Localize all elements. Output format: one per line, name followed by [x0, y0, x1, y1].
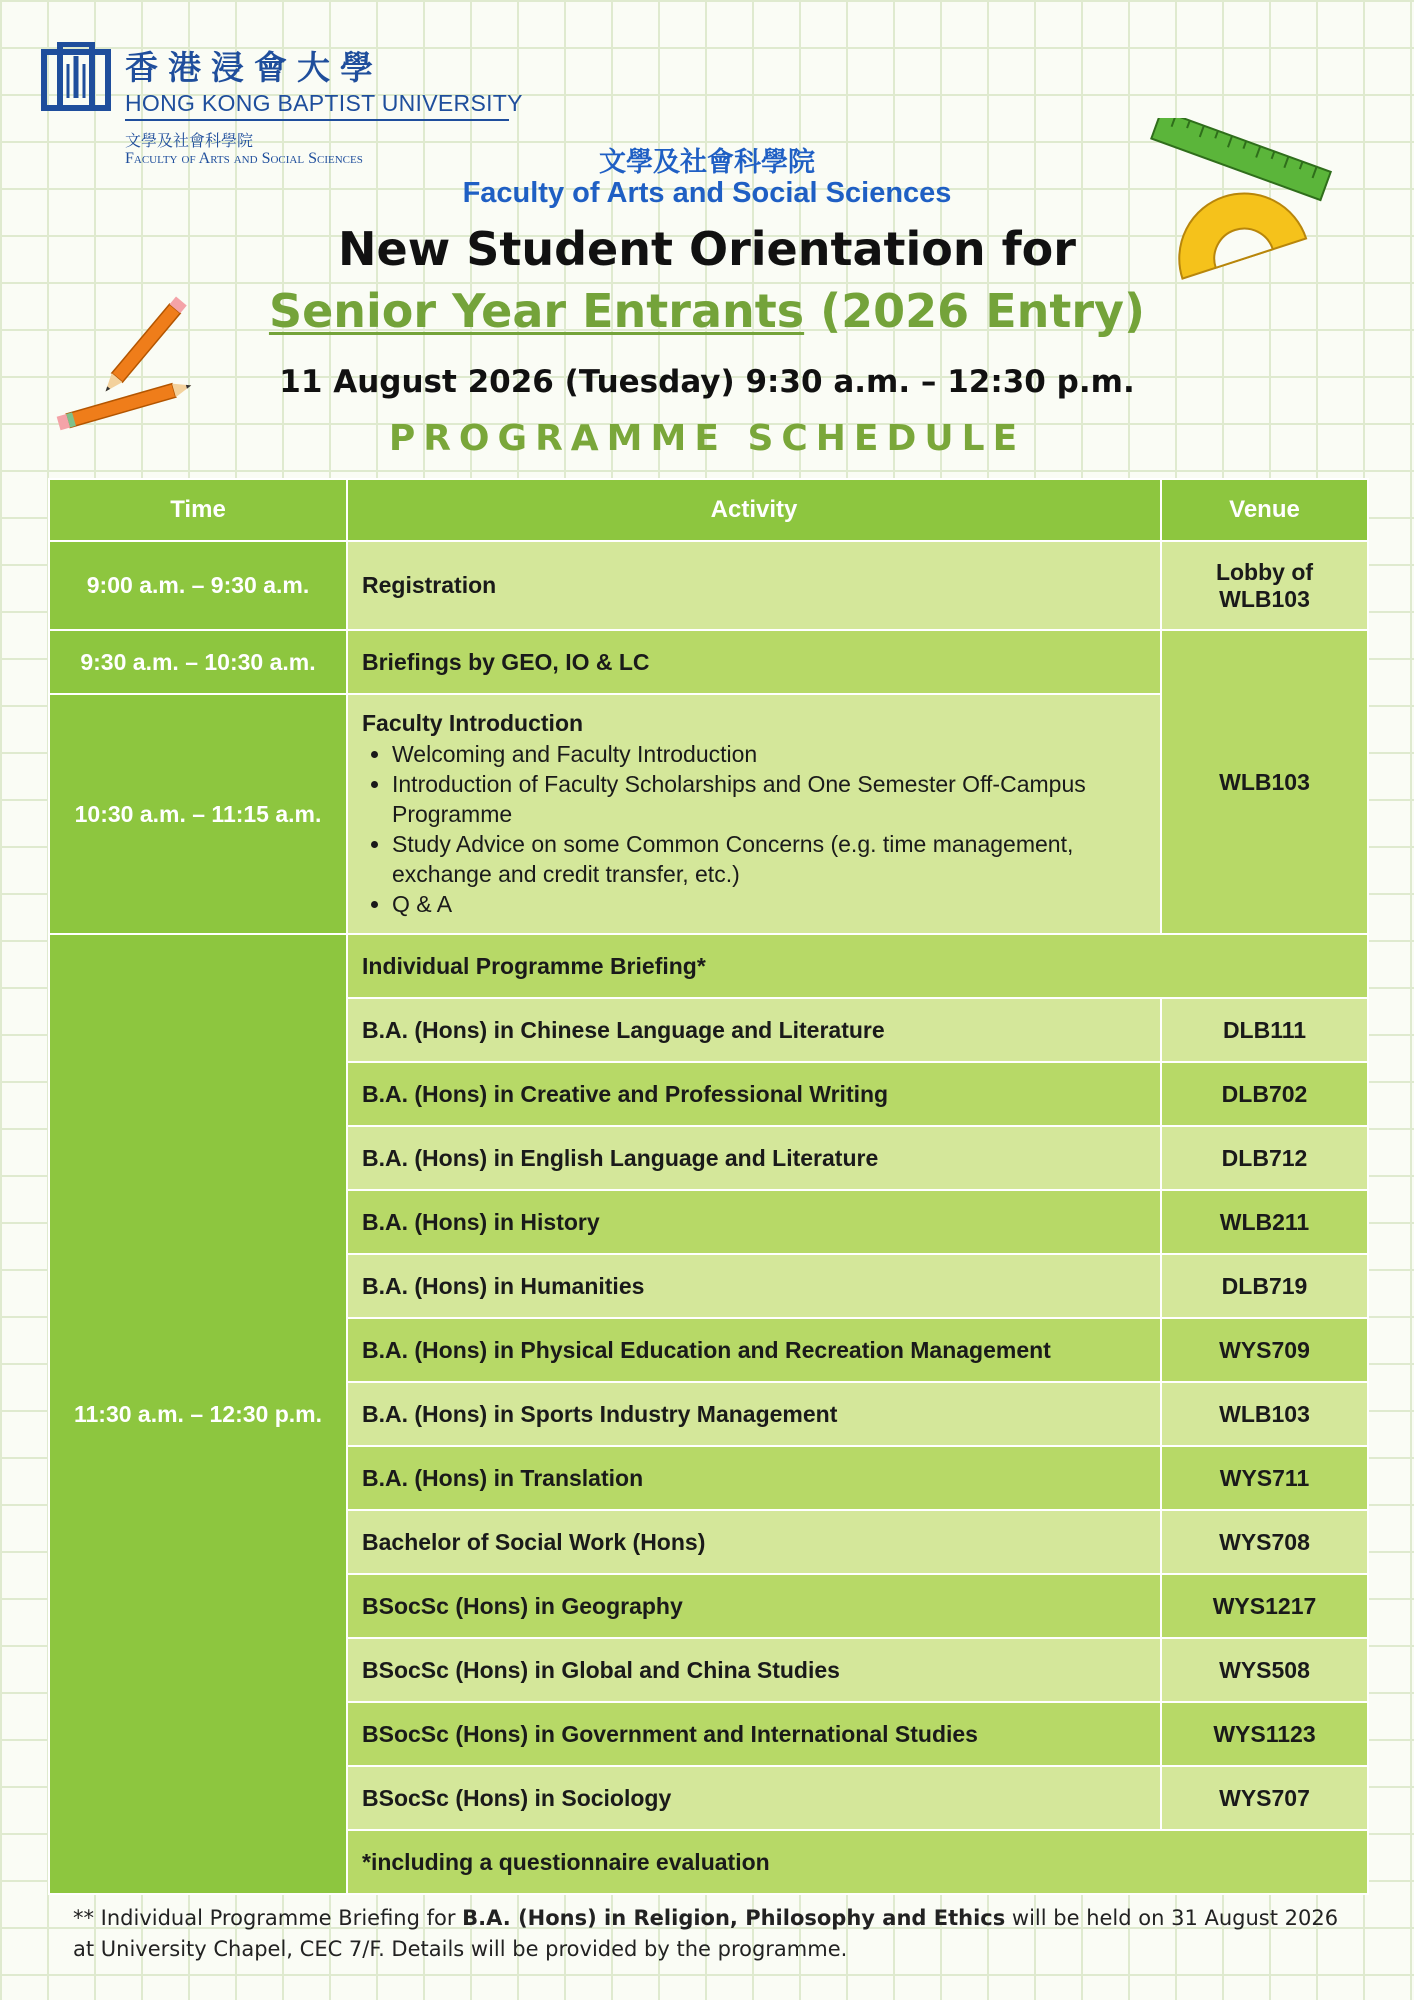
footnote-prefix: ** Individual Programme Briefing for — [73, 1906, 463, 1930]
programme-cell: B.A. (Hons) in Translation — [347, 1446, 1161, 1510]
event-date: 11 August 2026 (Tuesday) 9:30 a.m. – 12:30 p.m. — [279, 364, 1135, 400]
venue-cell: DLB111 — [1161, 998, 1368, 1062]
programme-cell: BSocSc (Hons) in Geography — [347, 1574, 1161, 1638]
programme-cell: B.A. (Hons) in Humanities — [347, 1254, 1161, 1318]
time-cell: 9:30 a.m. – 10:30 a.m. — [49, 630, 347, 694]
subtitle-underlined: Senior Year Entrants — [268, 284, 805, 338]
venue-cell: DLB712 — [1161, 1126, 1368, 1190]
subtitle-rest: (2026 Entry) — [804, 284, 1146, 338]
venue-cell: WYS508 — [1161, 1638, 1368, 1702]
programme-cell: B.A. (Hons) in English Language and Literature — [347, 1126, 1161, 1190]
faculty-intro-list — [362, 739, 1146, 919]
time-cell: 10:30 a.m. – 11:15 a.m. — [49, 694, 347, 934]
activity-cell: Registration — [347, 541, 1161, 630]
activity-cell — [347, 694, 1161, 934]
schedule-heading: PROGRAMME SCHEDULE — [388, 418, 1026, 459]
list-item: • Introduction of Faculty Scholarships and One Semester Off-Campus Programme — [392, 769, 1146, 829]
venue-cell: DLB719 — [1161, 1254, 1368, 1318]
footnote-suffix: will be held on 31 August 2026 at University Chapel, CEC 7/F. Details will be provided by the programme. — [73, 1906, 1339, 1961]
faculty-intro-title: Faculty Introduction — [362, 709, 584, 736]
faculty-name-en-small: Faculty of Arts and Social Sciences — [125, 150, 363, 167]
venue-cell: WYS1123 — [1161, 1702, 1368, 1766]
programme-cell: BSocSc (Hons) in Sociology — [347, 1766, 1161, 1830]
hkbu-logo-icon — [40, 42, 112, 114]
programme-cell: B.A. (Hons) in Sports Industry Management — [347, 1382, 1161, 1446]
schedule-table — [48, 478, 1369, 1895]
faculty-name-zh-small: 文學及社會科學院 — [125, 131, 254, 150]
header-activity: Activity — [347, 479, 1161, 541]
programme-cell: B.A. (Hons) in Chinese Language and Literature — [347, 998, 1161, 1062]
venue-cell: WYS707 — [1161, 1766, 1368, 1830]
venue-cell: WLB103 — [1161, 630, 1368, 934]
programme-cell: B.A. (Hons) in Physical Education and Recreation Management — [347, 1318, 1161, 1382]
table-row — [49, 934, 1368, 998]
university-name-en: HONG KONG BAPTIST UNIVERSITY — [125, 90, 509, 121]
list-item: • Q & A — [392, 889, 1146, 919]
venue-cell: Lobby of WLB103 — [1161, 541, 1368, 630]
venue-cell: WYS711 — [1161, 1446, 1368, 1510]
venue-cell: WLB103 — [1161, 1382, 1368, 1446]
table-row — [49, 541, 1368, 630]
briefing-footer: *including a questionnaire evaluation — [347, 1830, 1368, 1894]
page-subtitle — [0, 284, 1414, 338]
venue-cell: WLB211 — [1161, 1190, 1368, 1254]
programme-cell: BSocSc (Hons) in Government and International Studies — [347, 1702, 1161, 1766]
time-cell: 9:00 a.m. – 9:30 a.m. — [49, 541, 347, 630]
time-cell: 11:30 a.m. – 12:30 p.m. — [49, 934, 347, 1894]
venue-cell: WYS709 — [1161, 1318, 1368, 1382]
header-time: Time — [49, 479, 347, 541]
list-item: • Welcoming and Faculty Introduction — [392, 739, 1146, 769]
activity-cell: Briefings by GEO, IO & LC — [347, 630, 1161, 694]
page-title: New Student Orientation for — [338, 222, 1076, 276]
briefing-title: Individual Programme Briefing* — [347, 934, 1368, 998]
table-row — [49, 630, 1368, 694]
footnote-bold: B.A. (Hons) in Religion, Philosophy and Ethics — [462, 1906, 1006, 1930]
programme-cell: B.A. (Hons) in Creative and Professional Writing — [347, 1062, 1161, 1126]
footnote — [73, 1903, 1353, 1965]
venue-cell: DLB702 — [1161, 1062, 1368, 1126]
list-item: • Study Advice on some Common Concerns (e.g. time management, exchange and credit transfer, etc.) — [392, 829, 1146, 889]
header-venue: Venue — [1161, 479, 1368, 541]
venue-cell: WYS1217 — [1161, 1574, 1368, 1638]
faculty-name-zh: 文學及社會科學院 — [599, 147, 815, 178]
faculty-name-en: Faculty of Arts and Social Sciences — [462, 177, 952, 209]
programme-cell: Bachelor of Social Work (Hons) — [347, 1510, 1161, 1574]
programme-cell: BSocSc (Hons) in Global and China Studies — [347, 1638, 1161, 1702]
university-name-zh: 香港浸會大學 — [125, 48, 383, 87]
programme-cell: B.A. (Hons) in History — [347, 1190, 1161, 1254]
venue-cell: WYS708 — [1161, 1510, 1368, 1574]
